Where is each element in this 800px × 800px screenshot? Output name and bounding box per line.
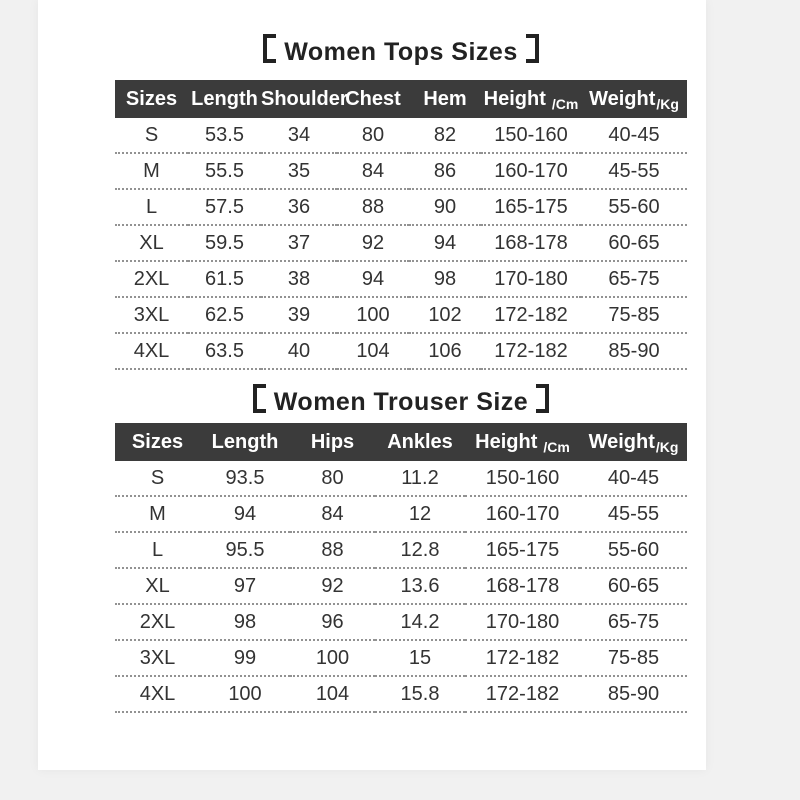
size-cell: 95.5 [200,532,290,568]
size-cell: 97 [200,568,290,604]
tops-col-sizes [115,80,188,118]
size-cell: 3XL [115,297,188,333]
size-cell: 45-55 [581,153,687,189]
size-cell: L [115,189,188,225]
table-row [115,118,687,153]
size-cell: 168-178 [465,568,580,604]
size-cell: 4XL [115,676,200,712]
size-cell: 100 [337,297,409,333]
lenticular-bracket-open-icon [263,34,276,63]
column-unit-label: /Cm [551,95,579,112]
size-cell: 84 [290,496,375,532]
size-cell: 98 [409,261,481,297]
tops-col-hem [409,80,481,118]
column-label: Weight [589,87,656,110]
trousers-size-table [115,423,687,713]
size-cell: 65-75 [580,604,687,640]
size-cell: 14.2 [375,604,465,640]
trousers-col-hips [290,423,375,461]
size-cell: 40 [261,333,337,369]
size-cell: 86 [409,153,481,189]
trousers-col-length [200,423,290,461]
size-cell: 2XL [115,261,188,297]
size-cell: 104 [290,676,375,712]
size-cell: 15.8 [375,676,465,712]
size-cell: 39 [261,297,337,333]
size-cell: 172-182 [465,640,580,676]
size-cell: L [115,532,200,568]
size-cell: 61.5 [188,261,261,297]
size-cell: 4XL [115,333,188,369]
size-cell: 104 [337,333,409,369]
size-cell: 75-85 [581,297,687,333]
size-cell: 62.5 [188,297,261,333]
size-cell: 96 [290,604,375,640]
size-cell: 172-182 [481,297,581,333]
size-cell: 37 [261,225,337,261]
size-cell: 85-90 [580,676,687,712]
table-row [115,461,687,496]
size-cell: 34 [261,118,337,153]
size-cell: 60-65 [581,225,687,261]
size-cell: 94 [200,496,290,532]
size-cell: 150-160 [481,118,581,153]
table-row [115,189,687,225]
table-row [115,604,687,640]
tops-col-height [481,80,581,118]
tops-size-table [115,80,687,370]
size-cell: 45-55 [580,496,687,532]
trousers-col-height [465,423,580,461]
column-label: Hips [310,430,355,453]
column-unit-label: /Kg [656,95,679,112]
size-cell: 100 [200,676,290,712]
size-cell: 99 [200,640,290,676]
size-cell: 168-178 [481,225,581,261]
size-cell: 2XL [115,604,200,640]
table-row [115,496,687,532]
size-cell: 93.5 [200,461,290,496]
size-cell: 65-75 [581,261,687,297]
size-cell: 60-65 [580,568,687,604]
size-cell: 75-85 [580,640,687,676]
size-cell: 55.5 [188,153,261,189]
size-cell: 11.2 [375,461,465,496]
size-cell: 165-175 [465,532,580,568]
column-label: Shoulder [261,87,348,110]
size-cell: 3XL [115,640,200,676]
size-cell: 35 [261,153,337,189]
column-label: Length [211,430,279,453]
size-cell: S [115,118,188,153]
table-row [115,153,687,189]
size-cell: 94 [337,261,409,297]
column-unit-label: /Kg [655,438,679,455]
column-label: Length [191,87,258,110]
size-cell: 82 [409,118,481,153]
size-cell: 40-45 [580,461,687,496]
table-row [115,333,687,369]
size-cell: 15 [375,640,465,676]
lenticular-bracket-open-icon [253,384,266,413]
column-label: Chest [345,87,401,110]
size-cell: XL [115,568,200,604]
table-row [115,225,687,261]
tops-col-shoulder [261,80,348,118]
size-cell: 88 [290,532,375,568]
lenticular-bracket-close-icon [526,34,539,63]
size-cell: 53.5 [188,118,261,153]
size-cell: 55-60 [580,532,687,568]
column-label: Height [483,87,546,110]
size-cell: 12 [375,496,465,532]
size-cell: 63.5 [188,333,261,369]
size-cell: 36 [261,189,337,225]
table-row [115,261,687,297]
size-cell: M [115,153,188,189]
table-row [115,676,687,712]
size-cell: 84 [337,153,409,189]
lenticular-bracket-close-icon [536,384,549,413]
table-row [115,297,687,333]
trousers-col-sizes [115,423,200,461]
size-cell: 172-182 [465,676,580,712]
column-label: Weight [588,430,655,453]
size-cell: 85-90 [581,333,687,369]
tops-table-title [115,34,687,68]
tops-col-length [188,80,261,118]
tops-col-chest [337,80,409,118]
size-cell: 94 [409,225,481,261]
size-cell: 57.5 [188,189,261,225]
size-cell: 100 [290,640,375,676]
tops-title-text: Women Tops Sizes [284,38,518,66]
column-label: Sizes [125,87,178,110]
size-cell: 90 [409,189,481,225]
size-cell: 92 [337,225,409,261]
trousers-col-weight [580,423,687,461]
tops-col-weight [581,80,687,118]
size-cell: 80 [290,461,375,496]
trousers-title-text: Women Trouser Size [273,388,529,416]
size-cell: M [115,496,200,532]
size-cell: 160-170 [465,496,580,532]
size-cell: 172-182 [481,333,581,369]
trousers-col-ankles [375,423,465,461]
column-label: Hem [423,87,467,110]
size-chart-content [115,0,687,713]
size-cell: 13.6 [375,568,465,604]
trousers-header-row [115,423,687,461]
table-row [115,640,687,676]
size-cell: 102 [409,297,481,333]
column-label: Sizes [131,430,184,453]
size-cell: 38 [261,261,337,297]
trousers-table-title [115,384,687,418]
size-cell: 165-175 [481,189,581,225]
column-label: Height [475,430,538,453]
size-cell: 12.8 [375,532,465,568]
size-cell: 88 [337,189,409,225]
size-cell: 80 [337,118,409,153]
column-label: Ankles [387,430,453,453]
size-cell: 92 [290,568,375,604]
size-cell: 170-180 [481,261,581,297]
size-cell: XL [115,225,188,261]
size-chart-card [38,0,706,770]
table-row [115,568,687,604]
size-cell: 55-60 [581,189,687,225]
size-cell: S [115,461,200,496]
size-cell: 59.5 [188,225,261,261]
size-cell: 98 [200,604,290,640]
size-cell: 106 [409,333,481,369]
size-cell: 150-160 [465,461,580,496]
size-cell: 170-180 [465,604,580,640]
column-unit-label: /Cm [543,438,570,455]
tops-header-row [115,80,687,118]
size-cell: 40-45 [581,118,687,153]
table-row [115,532,687,568]
size-cell: 160-170 [481,153,581,189]
